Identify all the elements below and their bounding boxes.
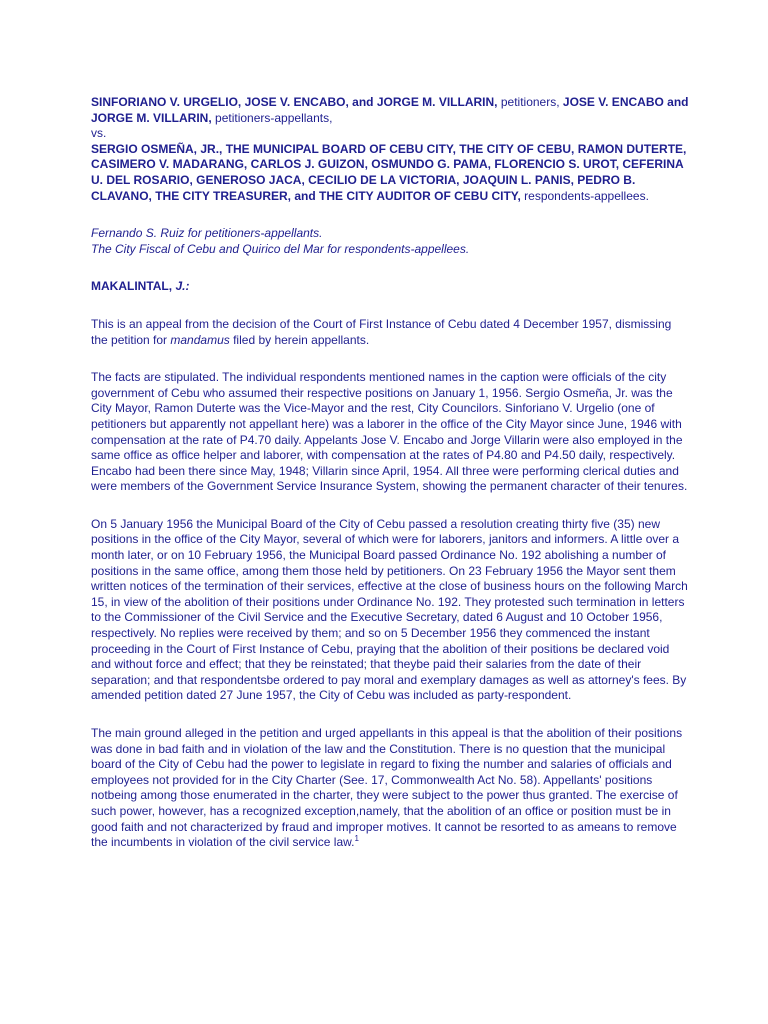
caption-petitioners <box>91 95 691 126</box>
ponente-heading <box>91 279 691 295</box>
paragraph-4 <box>91 726 691 851</box>
counsel-block <box>91 226 691 257</box>
caption-respondents <box>91 142 691 204</box>
footnote-1-link[interactable]: 1 <box>354 834 359 844</box>
paragraph-1 <box>91 317 691 348</box>
paragraph-1-text-a: This is an appeal from the decision of the Court of First Instance of Cebu dated 4 December 1957, dismissing the petition for <box>91 316 672 347</box>
paragraph-1-text-b: filed by herein appellants. <box>229 332 370 347</box>
petitioners-role: petitioners, <box>497 95 563 109</box>
respondents-role: respondents-appellees. <box>520 188 649 203</box>
paragraph-1-italic: mandamus <box>170 332 230 347</box>
appellants-names: JOSE V. ENCABO and JORGE M. VILLARIN, <box>91 95 689 125</box>
counsel-petitioners: Fernando S. Ruiz for petitioners-appellants. <box>91 226 323 241</box>
ponente-name: MAKALINTAL, <box>91 279 176 294</box>
paragraph-3: On 5 January 1956 the Municipal Board of the City of Cebu passed a resolution creating thirty five (35) new positions in the office of the City Mayor, several of which were for laborers, janitors and informers. A little over a month later, or on 10 February 1956, the Municipal Board passed Ordinance No. 192 abolishing a number of positions in the same office, among them those held by petitioners. On 23 February 1956 the Mayor sent them written notices of the termination of their services, effective at the close of business hours on the following March 15, in view of the abolition of their positions under Ordinance No. 192. They protested such termination in letters to the Commissioner of the Civil Service and the Executive Secretary, dated 6 August and 10 October 1956, respectively. No replies were received by them; and so on 5 December 1956 they commenced the instant proceeding in the Court of First Instance of Cebu, praying that the abolition of their positions be declared void and without force and effect; that they be reinstated; that theybe paid their salaries from the date of their separation; and that respondentsbe ordered to pay moral and exemplary damages as well as attorney's fees. By amended petition dated 27 June 1957, the City of Cebu was included as party-respondent. <box>91 516 688 703</box>
case-caption <box>91 95 691 204</box>
ponente-title: J.: <box>175 279 190 294</box>
petitioners-names: SINFORIANO V. URGELIO, JOSE V. ENCABO, and JORGE M. VILLARIN, <box>91 95 498 109</box>
respondents-names: SERGIO OSMEÑA, JR., THE MUNICIPAL BOARD OF CEBU CITY, THE CITY OF CEBU, RAMON DUTERTE, CASIMERO V. MADARANG, CARLOS J. GUIZON, OSMUNDO G. PAMA, FLORENCIO S. UROT, CEFERINA U. DEL ROSARIO, GENEROSO JACA, CECILIO DE LA VICTORIA, JOAQUIN L. PANIS, PEDRO B. CLAVANO, THE CITY TREASURER, and THE CITY AUDITOR OF CEBU CITY, <box>91 141 687 203</box>
decision-text <box>91 95 691 851</box>
counsel-respondents: The City Fiscal of Cebu and Quirico del Mar for respondents-appellees. <box>91 241 470 256</box>
appellants-role: petitioners-appellants, <box>211 110 333 125</box>
paragraph-2: The facts are stipulated. The individual respondents mentioned names in the caption were officials of the city government of Cebu who assumed their respective positions on January 1, 1956. Sergio Osmeña, Jr. was the City Mayor, Ramon Duterte was the Vice-Mayor and the rest, City Councilors. Sinforiano V. Urgelio (one of petitioners but apparently not appellant here) was a laborer in the office of the City Mayor since June, 1946 with compensation at the rate of P4.70 daily. Appelants Jose V. Encabo and Jorge Villarin were also employed in the same office as office helper and laborer, with compensation at the rates of P4.80 and P4.50 daily, respectively. Encabo had been there since May, 1948; Villarin since April, 1954. All three were performing clerical duties and were members of the Government Service Insurance System, showing the permanent character of their tenures. <box>91 370 688 494</box>
paragraph-4-text: The main ground alleged in the petition and urged appellants in this appeal is that the abolition of their positions was done in bad faith and in violation of the law and the Constitution. There is no question that the municipal board of the City of Cebu had the power to legislate in regard to fixing the number and salaries of officials and employees not provided for in the City Charter (See. 17, Commonwealth Act No. 58). Appellants' positions notbeing among those enumerated in the charter, they were subject to the power thus granted. The exercise of such power, however, has a recognized exception,namely, that the abolition of an office or position must be in good faith and not characterized by fraud and improper motives. It cannot be resorted to as ameans to remove the incumbents in violation of the civil service law. <box>91 726 683 850</box>
caption-versus: vs. <box>91 126 107 141</box>
